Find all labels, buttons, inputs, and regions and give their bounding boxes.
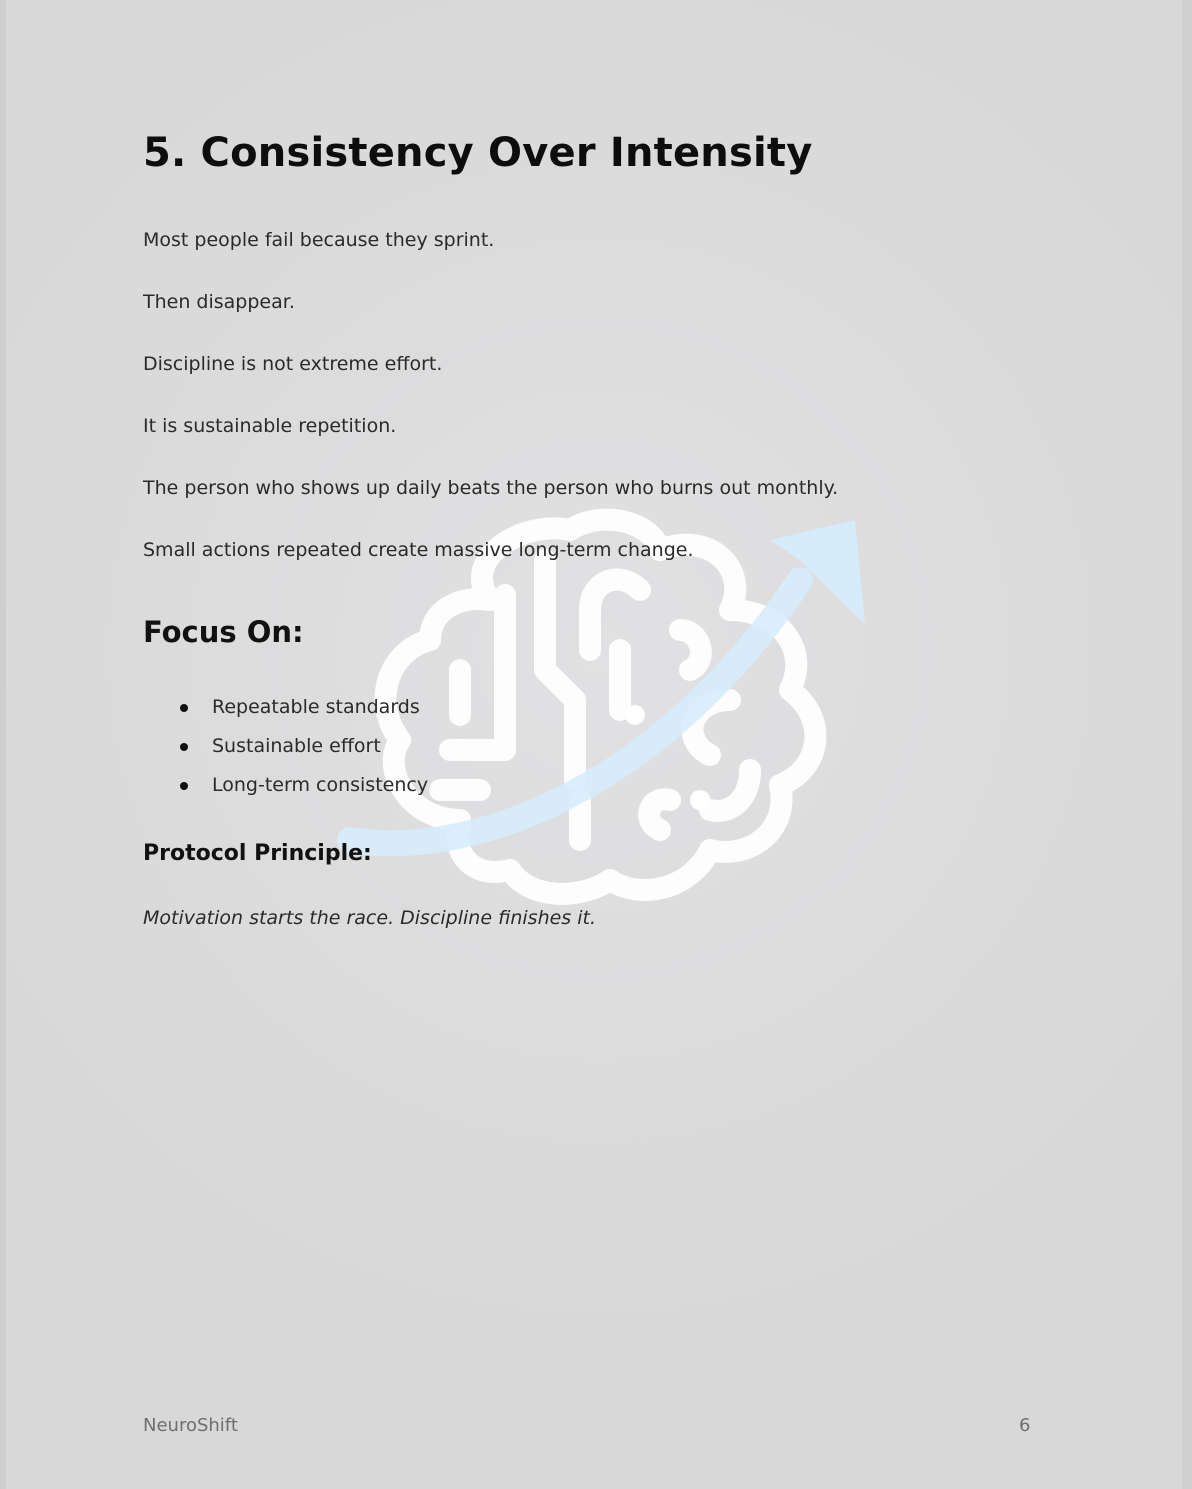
focus-list	[143, 688, 428, 805]
principle-heading: Protocol Principle:	[143, 841, 372, 866]
list-item-label: Repeatable standards	[212, 696, 420, 718]
paragraph-3: Discipline is not extreme effort.	[143, 353, 443, 375]
section-heading: 5. Consistency Over Intensity	[143, 130, 813, 176]
paragraph-5: The person who shows up daily beats the person who burns out monthly.	[143, 477, 839, 499]
list-item-label: Sustainable effort	[212, 735, 381, 757]
page-edge-left	[0, 0, 6, 1489]
page-number: 6	[1019, 1415, 1031, 1436]
footer-brand: NeuroShift	[143, 1415, 238, 1436]
principle-quote: Motivation starts the race. Discipline finishes it.	[143, 907, 597, 929]
page-content	[143, 122, 1043, 929]
bullet-icon	[180, 782, 188, 790]
list-item	[143, 688, 428, 727]
paragraph-6: Small actions repeated create massive long-term change.	[143, 539, 694, 561]
list-item	[143, 766, 428, 805]
paragraph-4: It is sustainable repetition.	[143, 415, 397, 437]
page-edge-right	[1182, 0, 1192, 1489]
paragraph-2: Then disappear.	[143, 291, 295, 313]
paragraph-1: Most people fail because they sprint.	[143, 229, 495, 251]
bullet-icon	[180, 743, 188, 751]
list-item-label: Long-term consistency	[212, 774, 429, 796]
bullet-icon	[180, 704, 188, 712]
focus-heading: Focus On:	[143, 615, 304, 649]
list-item	[143, 727, 428, 766]
